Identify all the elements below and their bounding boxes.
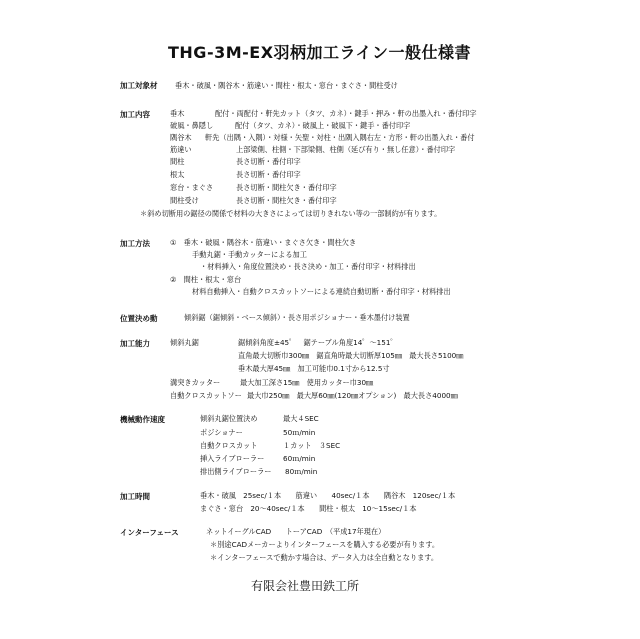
interface-line: ＊インターフェースで動かす場合は、データ入力は全自動となります。 (210, 553, 439, 562)
content-row-name: 窓台・まぐさ (170, 183, 214, 192)
capacity-cross-label: 自動クロスカットソー (170, 391, 242, 400)
section-label-content: 加工内容 (120, 110, 150, 119)
speed-row-name: 傾斜丸鋸位置決め (200, 414, 258, 423)
company-name: 有限会社豊田鉄工所 (251, 579, 360, 593)
content-row-name: 間柱受け (170, 196, 199, 205)
method-line: ① 垂木・破風・隅谷木・筋違い・まぐさ欠き・間柱欠き (170, 238, 357, 247)
time-line: 垂木・破風 25sec/１本 筋違い 40sec/１本 隅谷木 120sec/１本 (200, 491, 456, 500)
method-line: ② 間柱・根太・窓台 (170, 275, 242, 284)
capacity-notch-desc: 最大加工深さ15㎜ 使用カッター巾30㎜ (240, 378, 374, 387)
speed-row-value: 50ｍ/min (283, 428, 316, 437)
speed-row-value: 60ｍ/min (283, 454, 316, 463)
speed-row-name: 自動クロスカット (200, 441, 258, 450)
speed-row-name: 挿入ライブローラー (200, 454, 265, 463)
content-row-desc: 上部梁側、柱側・下部梁側、柱側（延び有り・無し任意）・番付印字 (236, 145, 456, 154)
content-row-name: 根太 (170, 170, 185, 179)
section-label-method: 加工方法 (120, 239, 150, 248)
method-line: ・材料挿入・角度位置決め・長さ決め・加工・番付印字・材料排出 (200, 262, 416, 271)
capacity-line: 垂木最大厚45㎜ 加工可能巾0.1寸から12.5寸 (238, 364, 390, 373)
capacity-line: 直角最大切断巾300㎜ 鋸直角時最大切断厚105㎜ 最大長さ5100㎜ (238, 351, 464, 360)
content-note: ＊斜め切断用の鋸径の関係で材料の大きさによっては切りきれない等の一部制約が有ります。 (140, 209, 442, 218)
speed-row-value: １カット ３SEC (283, 441, 341, 450)
page-title: THG-3M-EX羽柄加工ライン一般仕様書 (168, 43, 472, 62)
content-row-desc: 配付・両配付・軒先カット（タツ、カネ）・鍵手・押み・軒の出墨入れ・番付印字 (215, 109, 477, 118)
speed-row-value: 80ｍ/min (285, 467, 318, 476)
section-label-target: 加工対象材 (120, 81, 158, 90)
positioning-text: 傾斜鋸（鋸傾斜・ベース傾斜）・長さ用ポジショナー・垂木墨付け装置 (184, 313, 410, 322)
section-label-positioning: 位置決め動 (120, 314, 158, 323)
content-row-desc: 配付（タツ、カネ）・破風上・破風下・鍵手・番付印字 (235, 121, 411, 130)
method-line: 手動丸鋸・手動カッターによる加工 (192, 250, 307, 259)
speed-row-name: 排出側ライブローラー (200, 467, 272, 476)
capacity-cross-desc: 最大巾250㎜ 最大厚60㎜(120㎜オプション) 最大長さ4000㎜ (247, 391, 458, 400)
content-row-name: 筋違い (170, 145, 192, 154)
interface-line: ＊別途CADメーカーよりインターフェースを購入する必要が有ります。 (210, 540, 440, 549)
section-label-interface: インターフェース (120, 528, 179, 537)
content-row-desc: 軒先（出隅・入隅）・対様・矢聖・対柱・出隅入隅右左・方形・軒の出墨入れ・番付 (205, 133, 475, 142)
section-label-capacity: 加工能力 (120, 339, 150, 348)
target-text: 垂木・破風・隅谷木・筋違い・間柱・根太・窓台・まぐさ・間柱受け (175, 81, 398, 90)
content-row-desc: 長さ切断・番付印字 (236, 157, 301, 166)
interface-line: ネットイーグルCAD トーアCAD （平成17年現在） (206, 527, 386, 536)
speed-row-name: ポジショナー (200, 428, 243, 437)
method-line: 材料自動挿入・自動クロスカットソーによる連続自動切断・番付印字・材料排出 (192, 287, 451, 296)
section-label-speed: 機械動作速度 (120, 415, 165, 424)
capacity-notch-label: 溝突きカッター (170, 378, 221, 387)
content-row-desc: 長さ切断・番付印字 (236, 170, 301, 179)
content-row-name: 隅谷木 (170, 133, 192, 142)
capacity-line: 鋸傾斜角度±45゜ 鋸テーブル角度14゜～151゜ (238, 338, 398, 347)
content-row-name: 破風・鼻隠し (170, 121, 214, 130)
content-row-name: 間柱 (170, 157, 185, 166)
section-label-time: 加工時間 (120, 492, 150, 501)
content-row-desc: 長さ切断・間柱欠き・番付印字 (236, 183, 337, 192)
capacity-saw-label: 傾斜丸鋸 (170, 338, 199, 347)
content-row-desc: 長さ切断・間柱欠き・番付印字 (236, 196, 337, 205)
speed-row-value: 最大４SEC (283, 414, 319, 423)
content-row-name: 垂木 (170, 109, 185, 118)
time-line: まぐさ・窓台 20～40sec/１本 間柱・根太 10～15sec/１本 (200, 504, 417, 513)
